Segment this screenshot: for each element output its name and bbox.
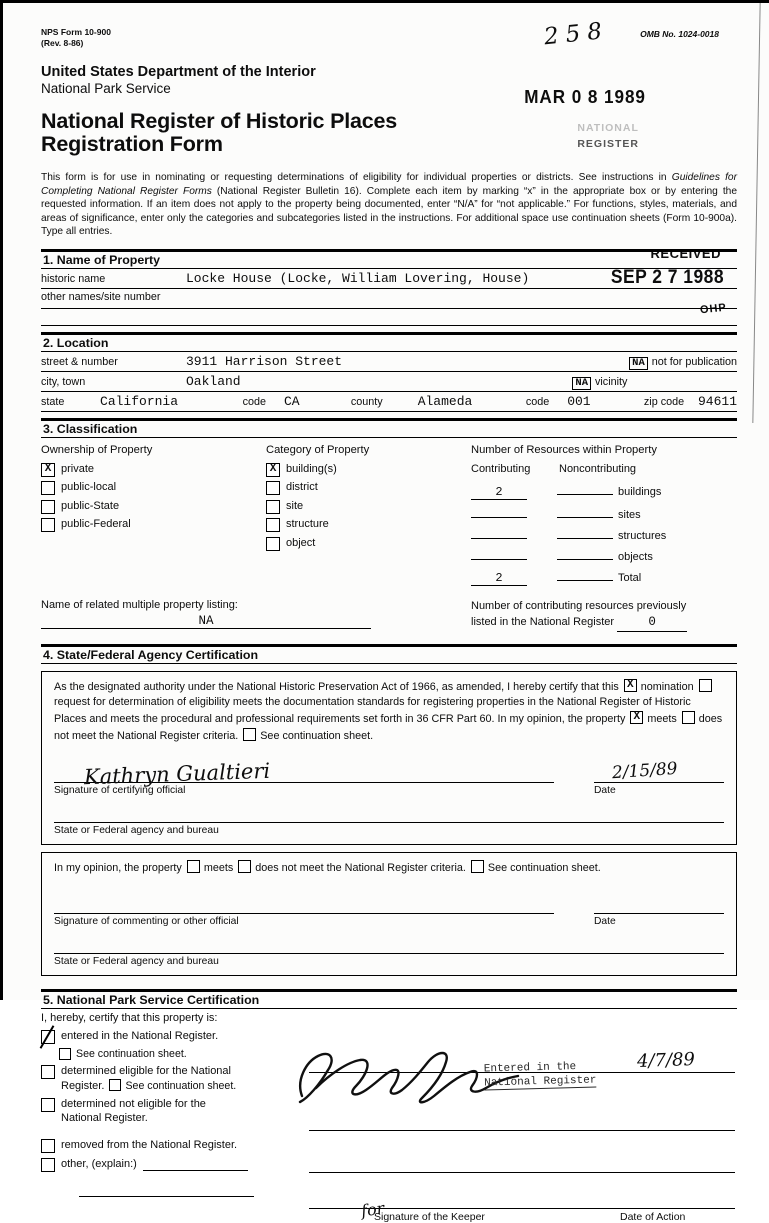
entered-signature-line	[309, 1060, 609, 1090]
ownership-public-state-label: public-State	[61, 499, 120, 512]
section-4	[41, 644, 737, 983]
zip-label: zip code	[643, 395, 685, 408]
resources-header-row	[471, 463, 737, 475]
ownership-public-local	[41, 481, 266, 495]
sites-contributing-value	[471, 503, 527, 518]
category-structure-checkbox	[266, 518, 280, 532]
removed-checkbox	[41, 1139, 55, 1153]
handwritten-page-number: 258	[542, 17, 611, 51]
section-2-heading: 2. Location	[41, 335, 737, 352]
commenting-official-box	[41, 852, 737, 976]
section-3-heading: 3. Classification	[41, 421, 737, 438]
previously-listed-block	[471, 599, 737, 632]
not-for-publication-label: not for publication	[651, 355, 737, 368]
buildings-noncontributing-value	[557, 480, 613, 495]
entered-stamp-line2: National Register	[484, 1074, 597, 1090]
date-of-action-line	[595, 1208, 735, 1223]
ownership-public-state-checkbox	[41, 500, 55, 514]
option-other	[41, 1158, 299, 1172]
street-row	[41, 352, 737, 372]
sep-date-stamp: SEP 2 7 1988	[610, 267, 725, 288]
certifying-official-box	[41, 671, 737, 846]
certifying-date-value: 2/15/89	[611, 758, 679, 784]
omb-number: OMB No. 1024-0018	[640, 29, 719, 39]
does-not-meet2-label: does not meet the National Register criteria.	[255, 862, 466, 875]
nps-signature-column	[299, 1030, 737, 1223]
related-listing-left	[41, 599, 471, 632]
entered-in-register-stamp	[484, 1060, 597, 1090]
opinion-text: In my opinion, the property	[54, 862, 182, 875]
entered-date-value: 4/7/89	[636, 1048, 696, 1072]
total-noncontributing-value	[557, 566, 613, 581]
other-names-label: other names/site number	[41, 290, 161, 303]
category-buildings	[266, 463, 471, 477]
resource-row-objects	[471, 545, 737, 563]
determined-not-eligible-checkbox	[41, 1098, 55, 1112]
other-explain-line	[143, 1158, 248, 1171]
category-buildings-label: building(s)	[286, 462, 337, 475]
commenting-signature-labels	[54, 916, 724, 927]
resource-row-buildings	[471, 480, 737, 500]
section-1-heading: 1. Name of Property	[41, 252, 737, 269]
section-1	[41, 249, 737, 326]
option-entered	[41, 1030, 299, 1044]
county-code-value: 001	[567, 393, 591, 409]
structures-label: structures	[618, 529, 667, 542]
state-code-label: code	[242, 395, 267, 408]
vicinity-na-box: NA	[572, 377, 591, 390]
determined-eligible-checkbox	[41, 1065, 55, 1079]
category-column	[266, 444, 471, 589]
agency-bureau-line2	[54, 937, 724, 954]
faint-stamp-line2: REGISTER	[577, 137, 639, 150]
ownership-column	[41, 444, 266, 589]
previously-listed-label-line2	[471, 614, 737, 632]
blank-line-b-long	[309, 1130, 609, 1131]
street-value: 3911 Harrison Street	[186, 353, 343, 369]
related-listing-value: NA	[41, 614, 371, 629]
agency-title: National Park Service	[41, 81, 171, 97]
determined-not-eligible-label	[61, 1098, 206, 1126]
option-determined-eligible	[41, 1065, 299, 1094]
option-entered-sub	[59, 1048, 299, 1060]
historic-name-row	[41, 269, 737, 289]
keeper-signature-label: Signature of the Keeper	[374, 1210, 485, 1223]
objects-noncontributing-value	[557, 545, 613, 560]
form-revision-line: (Rev. 8-86)	[41, 37, 84, 48]
section-3-spacer	[41, 632, 737, 638]
determined-eligible-text2: Register.	[61, 1079, 105, 1092]
state-code-value: CA	[283, 393, 300, 409]
category-object-label: object	[286, 536, 316, 549]
resource-row-total	[471, 566, 737, 586]
eligible-continuation-label: See continuation sheet.	[125, 1079, 237, 1092]
state-label: state	[41, 395, 65, 408]
blank-line-c-long	[309, 1172, 609, 1173]
stamp-underline-row	[41, 309, 737, 326]
resource-row-sites	[471, 503, 737, 521]
nomination-label: nomination	[640, 680, 694, 693]
for-scrawl: for	[359, 1198, 386, 1221]
department-title: United States Department of the Interior	[41, 64, 316, 81]
eligible-continuation-checkbox	[109, 1079, 121, 1091]
certifying-official-signature: Kathryn Gualtieri	[83, 759, 271, 790]
previously-listed-label-text: listed in the National Register	[471, 615, 615, 628]
see-continuation2-label: See continuation sheet.	[487, 862, 601, 875]
resource-row-structures	[471, 524, 737, 542]
commenting-signature-line	[54, 897, 554, 914]
section-3	[41, 418, 737, 638]
historic-name-value: Locke House (Locke, William Lovering, House)	[186, 270, 530, 286]
category-object-checkbox	[266, 537, 280, 551]
meets-checkbox	[630, 711, 643, 724]
request-label: request for determination of eligibility meets the documentation standards for registering properties in the National Register of Historic Places and meets the procedural and professional requirements set forth in 36 CFR Part 60. In my opinion, the property	[54, 696, 691, 725]
ownership-public-federal	[41, 518, 266, 532]
ownership-private	[41, 463, 266, 477]
street-label: street & number	[41, 355, 118, 368]
vicinity-label: vicinity	[595, 375, 628, 388]
previously-listed-label-line1: Number of contributing resources previously	[471, 599, 687, 612]
ownership-public-federal-checkbox	[41, 518, 55, 532]
ownership-private-checkbox	[41, 463, 55, 477]
meets-label: meets	[647, 712, 677, 725]
buildings-contributing-value: 2	[471, 485, 527, 500]
category-title: Category of Property	[266, 443, 370, 456]
county-code-label: code	[525, 395, 550, 408]
structures-noncontributing-value	[557, 524, 613, 539]
intro-text-b: (National Register Bulletin 16). Complete each item by marking “x” in the appropriate box or by entering the requested information. If an item does not apply to the property being documented, enter “N/A” for “not applicable.” For functions, styles, materials, and areas of significance, enter only the categories and subcategories listed in the instructions. For additional space use continuation sheets (Form 10-900a). Type all entries.	[41, 185, 737, 238]
commenting-date-label: Date	[594, 915, 616, 927]
sites-noncontributing-value	[557, 503, 613, 518]
agency-bureau-line	[54, 806, 724, 823]
certification-paragraph	[54, 679, 724, 745]
not-for-publication-na-box: NA	[629, 357, 648, 370]
related-listing-block	[41, 599, 737, 632]
intro-paragraph	[41, 171, 737, 239]
city-label: city, town	[41, 375, 86, 388]
related-listing-label: Name of related multiple property listing:	[41, 598, 238, 611]
ownership-public-local-label: public-local	[61, 481, 117, 494]
meets2-label: meets	[203, 862, 234, 875]
buildings-label: buildings	[618, 485, 662, 498]
entered-continuation-checkbox	[59, 1048, 71, 1060]
category-district-checkbox	[266, 481, 280, 495]
category-structure-label: structure	[286, 518, 329, 531]
agency-bureau-label2: State or Federal agency and bureau	[54, 955, 219, 967]
category-object	[266, 537, 471, 551]
determined-eligible-text1: determined eligible for the National	[61, 1064, 231, 1077]
section-2	[41, 332, 737, 412]
county-value: Alameda	[417, 393, 473, 409]
entered-stamp-line1: Entered in the	[483, 1060, 577, 1076]
ownership-private-label: private	[61, 462, 95, 475]
state-value: California	[100, 393, 179, 409]
entered-continuation-label: See continuation sheet.	[76, 1048, 187, 1061]
zip-value: 94611	[698, 393, 738, 409]
city-row	[41, 372, 737, 392]
other-names-row	[41, 289, 737, 309]
ohp-stamp: OHP	[699, 301, 728, 317]
certifying-signature-label: Signature of certifying official	[54, 785, 186, 797]
option-removed	[41, 1139, 299, 1153]
category-structure	[266, 518, 471, 532]
other-checkbox	[41, 1158, 55, 1172]
certifying-signature-labels	[54, 785, 724, 796]
category-district-label: district	[286, 481, 318, 494]
section-5	[41, 989, 737, 1223]
nps-certification-body	[41, 1029, 737, 1223]
agency-bureau-label: State or Federal agency and bureau	[54, 825, 219, 837]
certifying-date-label: Date	[594, 785, 616, 797]
see-continuation-label: See continuation sheet.	[260, 729, 374, 742]
category-site	[266, 500, 471, 514]
entered-date-line	[595, 1048, 735, 1073]
contributing-header: Contributing	[471, 462, 531, 475]
classification-columns	[41, 444, 737, 589]
faint-stamp-line1: NATIONAL	[577, 122, 639, 134]
received-stamp: RECEIVED	[650, 246, 721, 261]
certifying-signature-row	[54, 758, 724, 790]
category-site-label: site	[286, 499, 304, 512]
ownership-public-state	[41, 500, 266, 514]
see-continuation2-checkbox	[471, 860, 484, 873]
commenting-signature-label: Signature of commenting or other official	[54, 915, 239, 927]
date-received-stamp: MAR 0 8 1989	[524, 87, 646, 107]
nps-form-number	[41, 27, 737, 48]
certifying-signature-line	[54, 759, 554, 790]
ownership-title: Ownership of Property	[41, 443, 153, 456]
ownership-public-local-checkbox	[41, 481, 55, 495]
structures-contributing-value	[471, 524, 527, 539]
historic-name-label: historic name	[41, 272, 106, 285]
state-row	[41, 392, 737, 412]
objects-contributing-value	[471, 545, 527, 560]
category-site-checkbox	[266, 500, 280, 514]
entered-checkbox	[41, 1030, 55, 1044]
not-eligible-text1: determined not eligible for the	[61, 1097, 206, 1110]
blank-line-b-short	[595, 1130, 735, 1131]
form-title	[41, 110, 737, 155]
form-title-line2: Registration Form	[41, 131, 223, 156]
other-label: other, (explain:)	[61, 1157, 137, 1170]
section-5-heading: 5. National Park Service Certification	[41, 992, 737, 1009]
total-contributing-value: 2	[471, 571, 527, 586]
noncontributing-header: Noncontributing	[559, 462, 637, 475]
ownership-public-federal-label: public-Federal	[61, 518, 131, 531]
meets2-checkbox	[187, 860, 200, 873]
section-4-spacer	[41, 976, 737, 983]
nps-options-column	[41, 1030, 299, 1197]
total-label: Total	[618, 571, 642, 584]
resources-column	[471, 444, 737, 589]
commenting-date-line	[594, 897, 724, 914]
option-determined-not-eligible	[41, 1098, 299, 1126]
form-title-line1: National Register of Historic Places	[41, 109, 398, 134]
blank-line-c-short	[595, 1172, 735, 1173]
opinion-paragraph	[54, 860, 724, 877]
does-not-meet-label: does not meet the National Register criteria.	[54, 712, 723, 742]
determined-eligible-label	[61, 1065, 236, 1094]
removed-label: removed from the National Register.	[61, 1139, 238, 1152]
nomination-checkbox	[624, 679, 637, 692]
intro-text-a: This form is for use in nominating or requesting determinations of eligibility for individual properties or districts. See instructions in	[41, 171, 672, 183]
city-value: Oakland	[186, 373, 241, 389]
intro-text-italic: Guidelines for Completing National Register Forms	[41, 171, 737, 197]
certifying-date-line	[594, 758, 724, 784]
does-not-meet-checkbox	[682, 711, 695, 724]
commenting-signature-row	[54, 897, 724, 914]
see-continuation-checkbox	[243, 728, 256, 741]
does-not-meet2-checkbox	[238, 860, 251, 873]
section-4-heading: 4. State/Federal Agency Certification	[41, 647, 737, 664]
resources-title: Number of Resources within Property	[471, 443, 657, 456]
form-number-line: NPS Form 10-900	[41, 27, 111, 37]
category-buildings-checkbox	[266, 463, 280, 477]
entered-label: entered in the National Register.	[61, 1029, 219, 1042]
certification-text-1: As the designated authority under the National Historic Preservation Act of 1966, as amended, I hereby certify that this	[54, 680, 619, 693]
county-label: county	[350, 395, 383, 408]
category-district	[266, 481, 471, 495]
objects-label: objects	[618, 550, 653, 563]
date-of-action-label: Date of Action	[620, 1210, 686, 1223]
left-blank-line	[79, 1186, 254, 1197]
request-checkbox	[699, 679, 712, 692]
previously-listed-value: 0	[617, 614, 687, 632]
nps-certify-line: I, hereby, certify that this property is:	[41, 1011, 218, 1024]
not-eligible-text2: National Register.	[61, 1111, 148, 1124]
keeper-signature-line	[309, 1198, 609, 1223]
sites-label: sites	[618, 508, 641, 521]
